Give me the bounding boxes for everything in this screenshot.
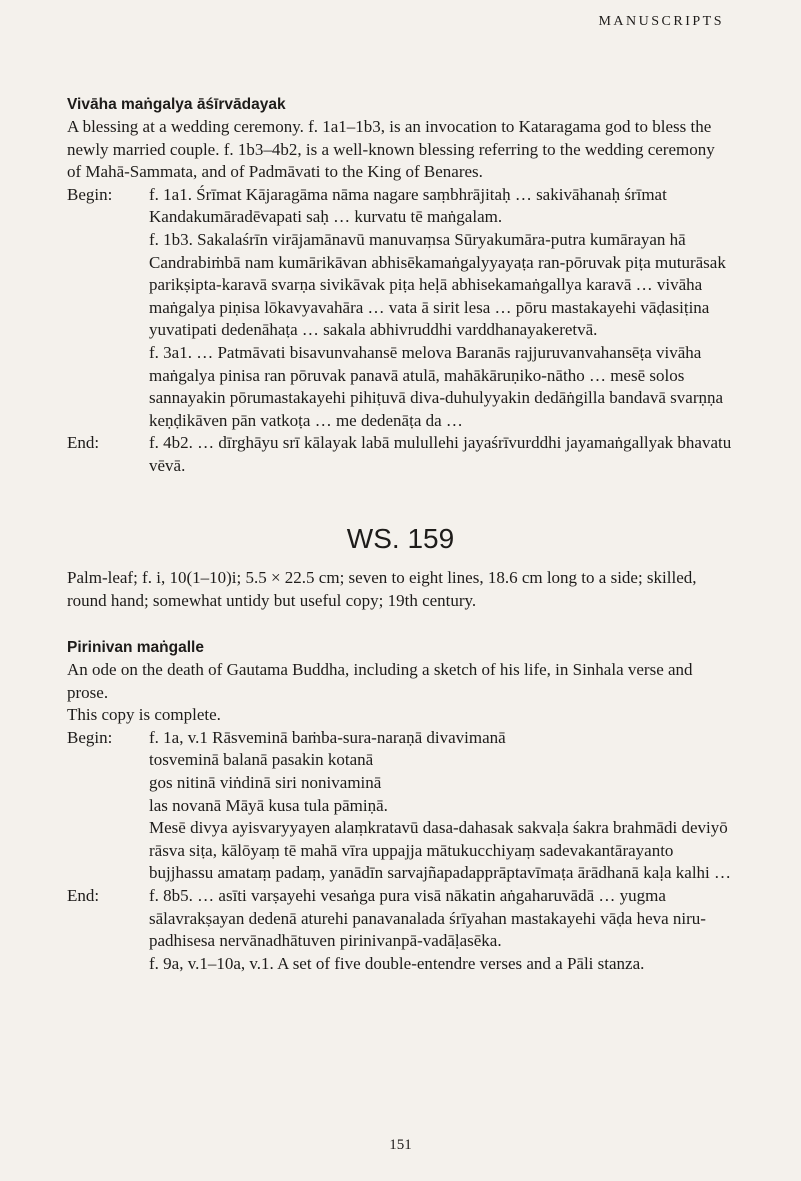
begin-block — [67, 727, 733, 885]
begin-line: f. 1a1. Śrīmat Kājaragāma nāma nagare saṃbhrājitaḥ … sakivāhanaḥ śrīmat Kandakumāradēvapati saḥ … kurvatu tē maṅgalam. — [149, 184, 667, 227]
end-line: f. 4b2. … dīrghāyu srī kālayak labā mulullehi jayaśrīvurddhi jayamaṅgallyak bhavatu vēvā. — [149, 433, 732, 475]
entry-vivaha — [67, 94, 733, 478]
entry-description: An ode on the death of Gautama Buddha, including a sketch of his life, in Sinhala verse and prose. — [67, 660, 693, 702]
begin-label: Begin: — [67, 184, 113, 204]
begin-line: tosveminā balanā pasakin kotanā — [149, 750, 374, 770]
end-label: End: — [67, 885, 100, 905]
end-block — [67, 885, 733, 975]
running-head: MANUSCRIPTS — [598, 14, 724, 29]
manuscript-description — [67, 567, 735, 612]
entry-pirinivan — [67, 637, 733, 975]
entry-note: This copy is complete. — [67, 705, 221, 725]
entry-description: A blessing at a wedding ceremony. f. 1a1–1b3, is an invocation to Kataragama god to bless the newly married couple. f. 1b3–4b2, is a well-known blessing referring to the wedding ceremony of Mahā-Sammata, and of Padmāvati to the King of Benares. — [67, 117, 715, 182]
begin-line: las novanā Māyā kusa tula pāmiṇā. — [149, 795, 388, 815]
end-line: f. 9a, v.1–10a, v.1. A set of five double-entendre verses and a Pāli stanza. — [149, 953, 645, 973]
begin-line: Mesē divya ayisvaryyayen alaṃkratavū dasa-dahasak sakvaḷa śakra brahmādi deviyō rāsva siṭa, kālōyaṃ tē mahā vīra uppajja mātukucchiyaṃ sadevakantārayanto bujjhassu amataṃ padaṃ, yanādīn sarvajñapadapprāptavīmaṭa ārādhanā kaḷa kalhi … — [149, 818, 732, 883]
begin-label: Begin: — [67, 727, 113, 747]
begin-block — [67, 184, 733, 433]
entry-title: Pirinivan maṅgalle — [67, 639, 204, 656]
manuscript-heading: WS. 159 — [346, 523, 455, 554]
begin-line: f. 1b3. Sakalaśrīn virājamānavū manuvaṃsa Sūryakumāra-putra kumārayan hā Candrabiṁbā nam kumārikāvan abhisēkamaṅgalyyayaṭa ran-pōruvak piṭa muturāsak parikṣipta-karavā svarṇa sivikāvak piṭa heḷā abhisekamaṅgallya karavā … vivāha maṅgalya piṇisa lōkavyavahāra … vata ā sirit lesa … pōru mastakayehi vāḍasiṭina yuvatipati dedenāhaṭa … sakala abhivruddhi varddhanayakeretvā. — [149, 229, 726, 340]
page-number: 151 — [389, 1137, 412, 1153]
begin-line: f. 3a1. … Patmāvati bisavunvahansē melova Baranās rajjuruvanvahansēṭa vivāha maṅgalya pinisa ran pōruvak panavā atulā, mahākāruṇiko-nātho … mesē solos sannayakin pōrumastakayehi pihiṭuvā diva-duhulyyakin dedāṅgilla bandavā svarṇṇa keṇḍikāven pān vatkoṭa … me dedenāṭa da … — [149, 342, 724, 430]
end-label: End: — [67, 433, 100, 453]
begin-line: f. 1a, v.1 Rāsveminā baṁba-sura-naraṇā divavimanā — [149, 727, 506, 747]
entry-title: Vivāha maṅgalya āśīrvādayak — [67, 96, 286, 113]
begin-line: gos nitinā viṅdinā siri nonivaminā — [149, 772, 382, 792]
end-block — [67, 432, 733, 477]
physical-description: Palm-leaf; f. i, 10(1–10)i; 5.5 × 22.5 cm; seven to eight lines, 18.6 cm long to a side; skilled, round hand; somewhat untidy but useful copy; 19th century. — [67, 568, 697, 610]
end-line: f. 8b5. … asīti varṣayehi vesaṅga pura visā nākatin aṅgaharuvādā … yugma sālavrakṣayan dedenā aturehi panavanalada śrīyahan mastakayehi vāḍa heva nirupadhisesa nervānadhātuven pirinivanpā-vadāḷasēka. — [149, 885, 706, 951]
